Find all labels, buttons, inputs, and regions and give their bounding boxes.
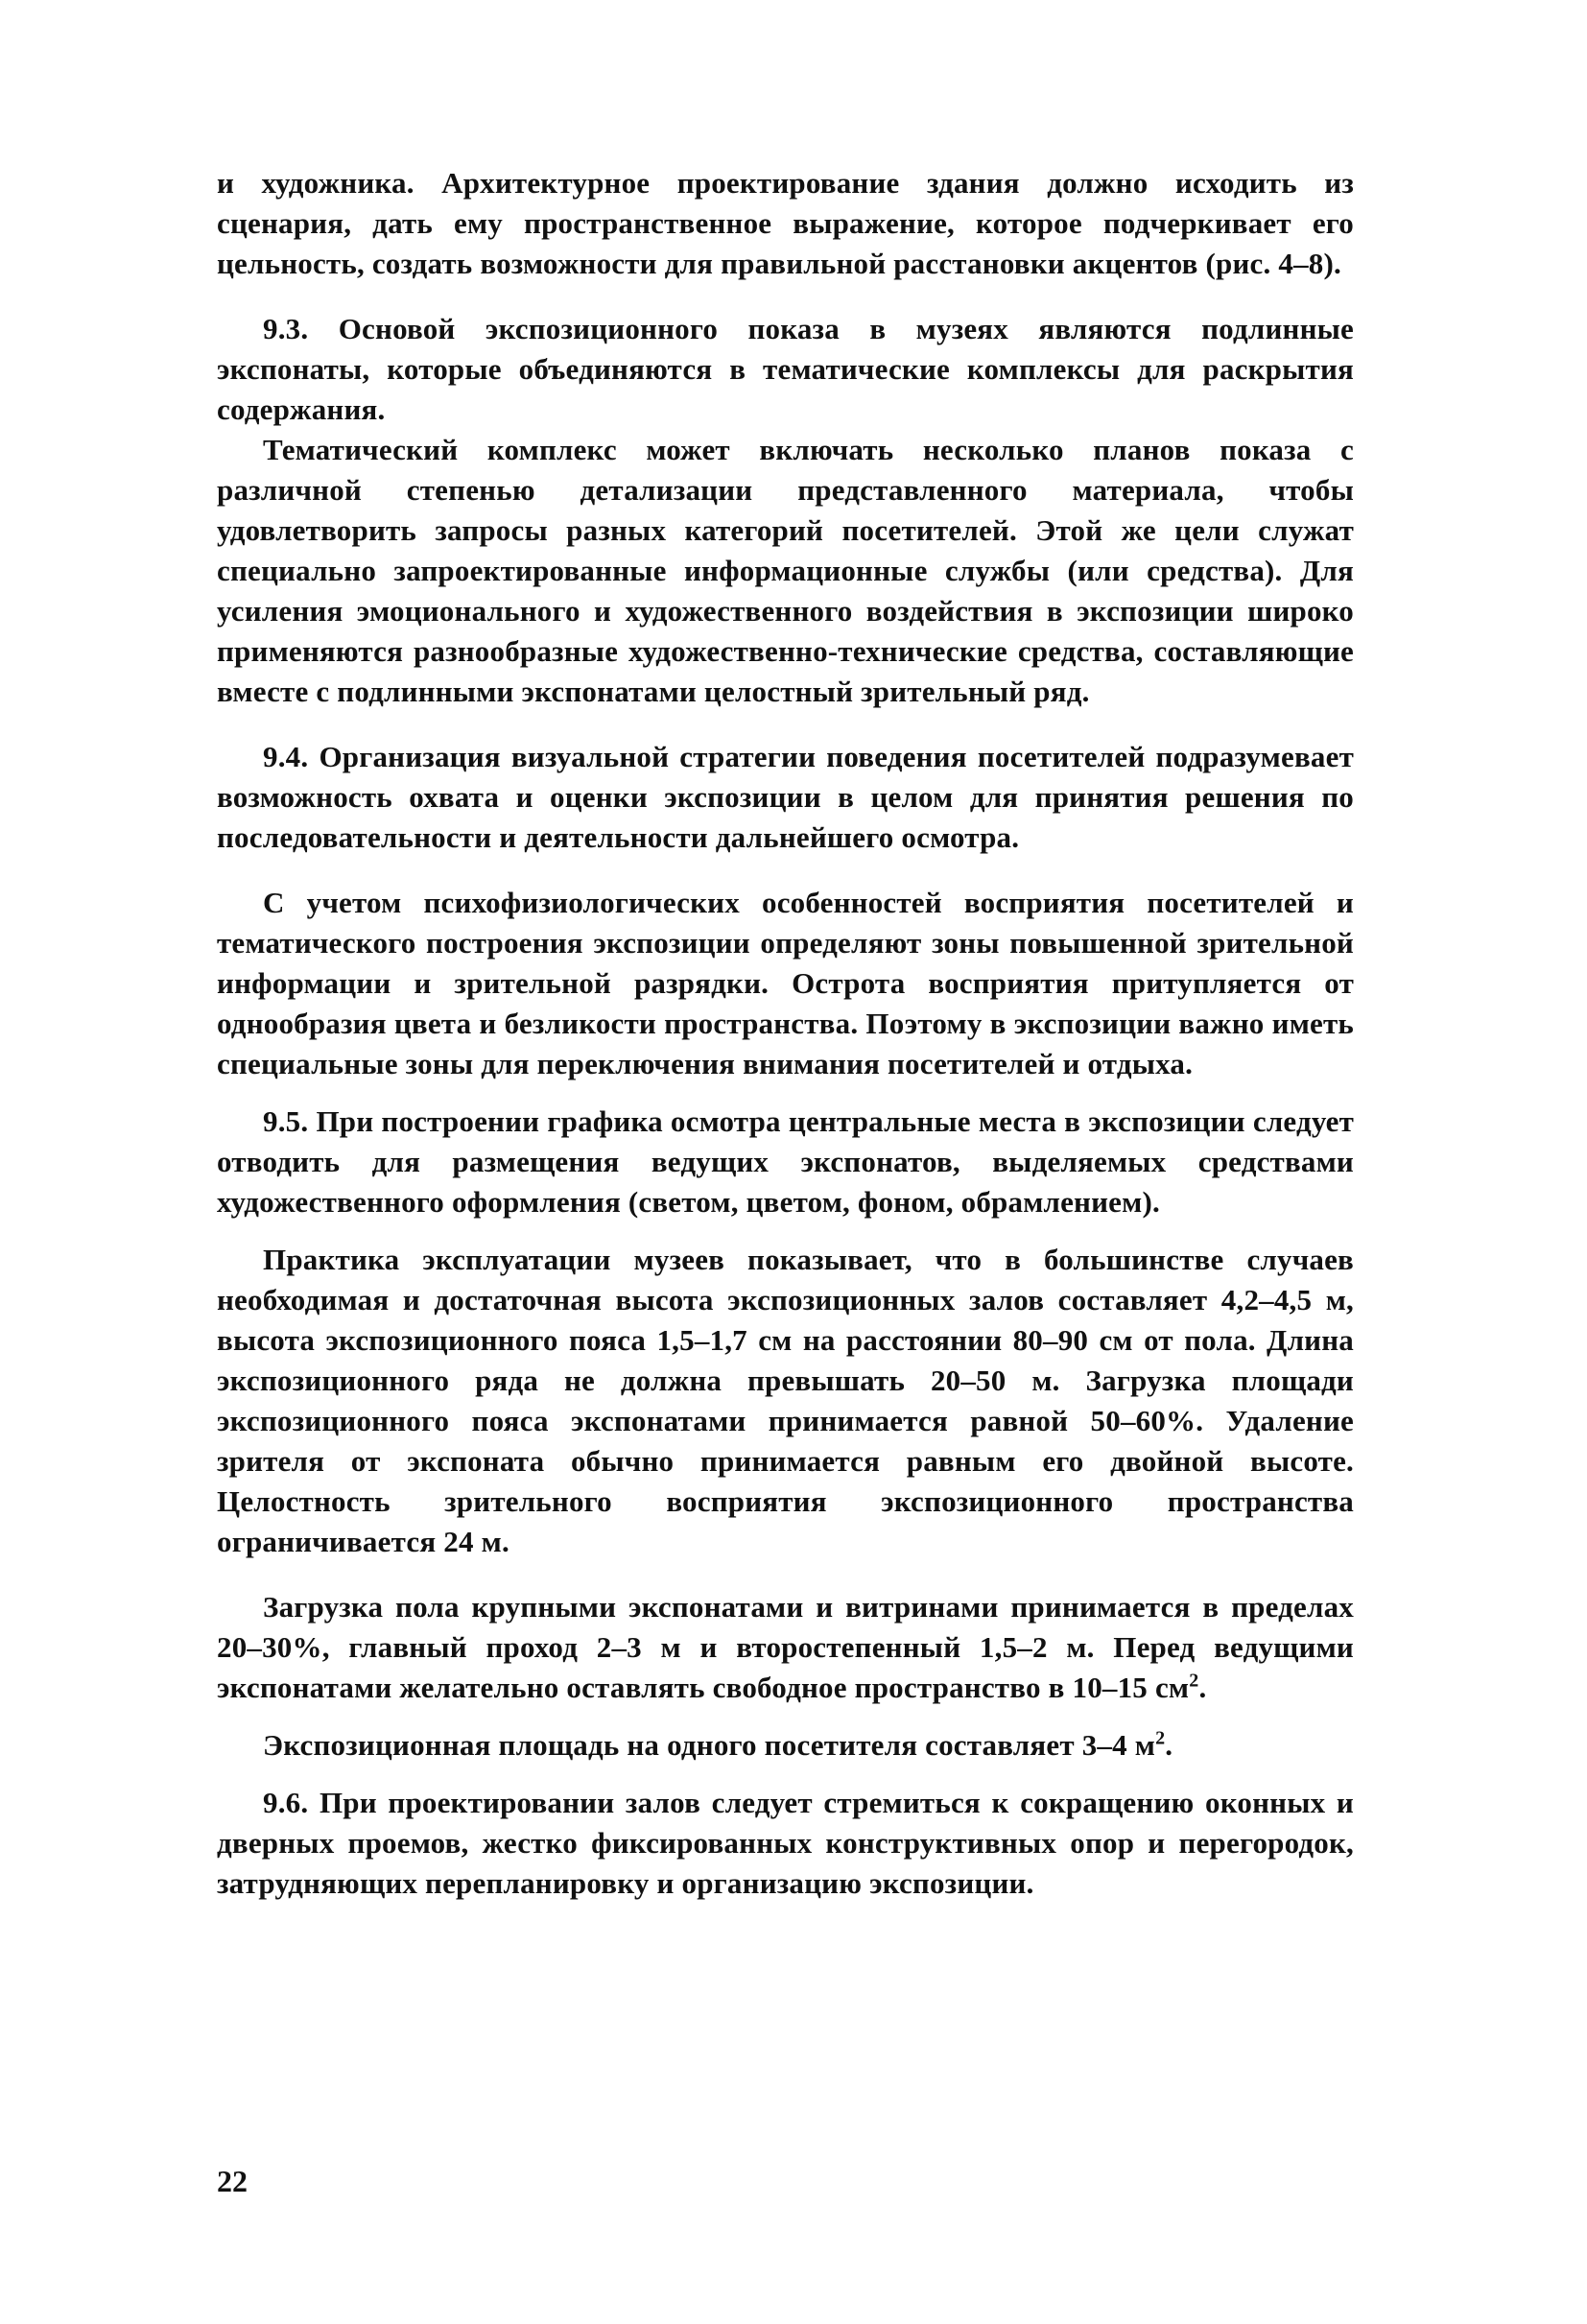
paragraph-9-5 (217, 1102, 1354, 1222)
page-number: 22 (217, 2164, 248, 2198)
document-page (217, 163, 1354, 1904)
paragraph-intro-continuation (217, 163, 1354, 284)
paragraph-floor-load (217, 1587, 1354, 1708)
paragraph-9-3 (217, 309, 1354, 430)
paragraph-thematic-complex (217, 430, 1354, 712)
paragraph-text: При построении графика осмотра центральные места в экспозиции следует отводить для размещения ведущих экспонатов, выделяемых средствами художественного оформления (светом, цветом, фоном, обрамлением). (217, 1104, 1354, 1219)
section-number: 9.6. (263, 1786, 309, 1819)
paragraph-text: и художника. Архитектурное проектирование здания должно исходить из сценария, дать ему пространственное выражение, которое подчеркивает его цельность, создать возможности для правильной расстановки акцентов (рис. 4–8). (217, 166, 1354, 280)
paragraph-9-6 (217, 1783, 1354, 1904)
section-number: 9.4. (263, 740, 309, 773)
paragraph-text: Тематический комплекс может включать несколько планов показа с различной степенью детализации представленного материала, чтобы удовлетворить запросы разных категорий посетителей. Этой же цели служат специально запроектированные информационные службы (или средства). Для усиления эмоционального и художественного воздействия в экспозиции широко применяются разнообразные художественно-технические средства, составляющие вместе с подлинными экспонатами целостный зрительный ряд. (217, 433, 1354, 708)
superscript: 2 (1189, 1670, 1199, 1692)
paragraph-text: Основой экспозиционного показа в музеях являются подлинные экспонаты, которые объединяются в тематические комплексы для раскрытия содержания. (217, 312, 1354, 426)
paragraph-text: С учетом психофизиологических особенностей восприятия посетителей и тематического построения экспозиции определяют зоны повышенной зрительной информации и зрительной разрядки. Острота восприятия притупляется от однообразия цвета и безликости пространства. Поэтому в экспозиции важно иметь специальные зоны для переключения внимания посетителей и отдыха. (217, 886, 1354, 1080)
paragraph-9-4 (217, 737, 1354, 858)
paragraph-text: Экспозиционная площадь на одного посетителя составляет 3–4 м (263, 1728, 1156, 1762)
paragraph-psychophysiology (217, 883, 1354, 1084)
paragraph-text: Практика эксплуатации музеев показывает, что в большинстве случаев необходимая и достаточная высота экспозиционных залов составляет 4,2–4,5 м, высота экспозиционного пояса 1,5–1,7 см на расстоянии 80–90 см от пола. Длина экспозиционного ряда не должна превышать 20–50 м. Загрузка площади экспозиционного пояса экспонатами принимается равной 50–60%. Удаление зрителя от экспоната обычно принимается равным его двойной высоте. Целостность зрительного восприятия экспозиционного пространства ограничивается 24 м. (217, 1243, 1354, 1558)
paragraph-text: При проектировании залов следует стремиться к сокращению оконных и дверных проемов, жестко фиксированных конструктивных опор и перегородок, затрудняющих перепланировку и организацию экспозиции. (217, 1786, 1354, 1900)
section-number: 9.3. (263, 312, 309, 345)
superscript: 2 (1155, 1727, 1166, 1749)
paragraph-end-punct: . (1165, 1728, 1173, 1762)
paragraph-end-punct: . (1198, 1671, 1207, 1704)
paragraph-text: Загрузка пола крупными экспонатами и витринами принимается в пределах 20–30%, главный проход 2–3 м и второстепенный 1,5–2 м. Перед ведущими экспонатами желательно оставлять свободное пространство в 10–15 см (217, 1590, 1354, 1704)
section-number: 9.5. (263, 1104, 309, 1138)
paragraph-museum-practice (217, 1240, 1354, 1562)
paragraph-text: Организация визуальной стратегии поведения посетителей подразумевает возможность охвата и оценки экспозиции в целом для принятия решения по последовательности и деятельности дальнейшего осмотра. (217, 740, 1354, 854)
paragraph-area-per-visitor (217, 1725, 1354, 1766)
